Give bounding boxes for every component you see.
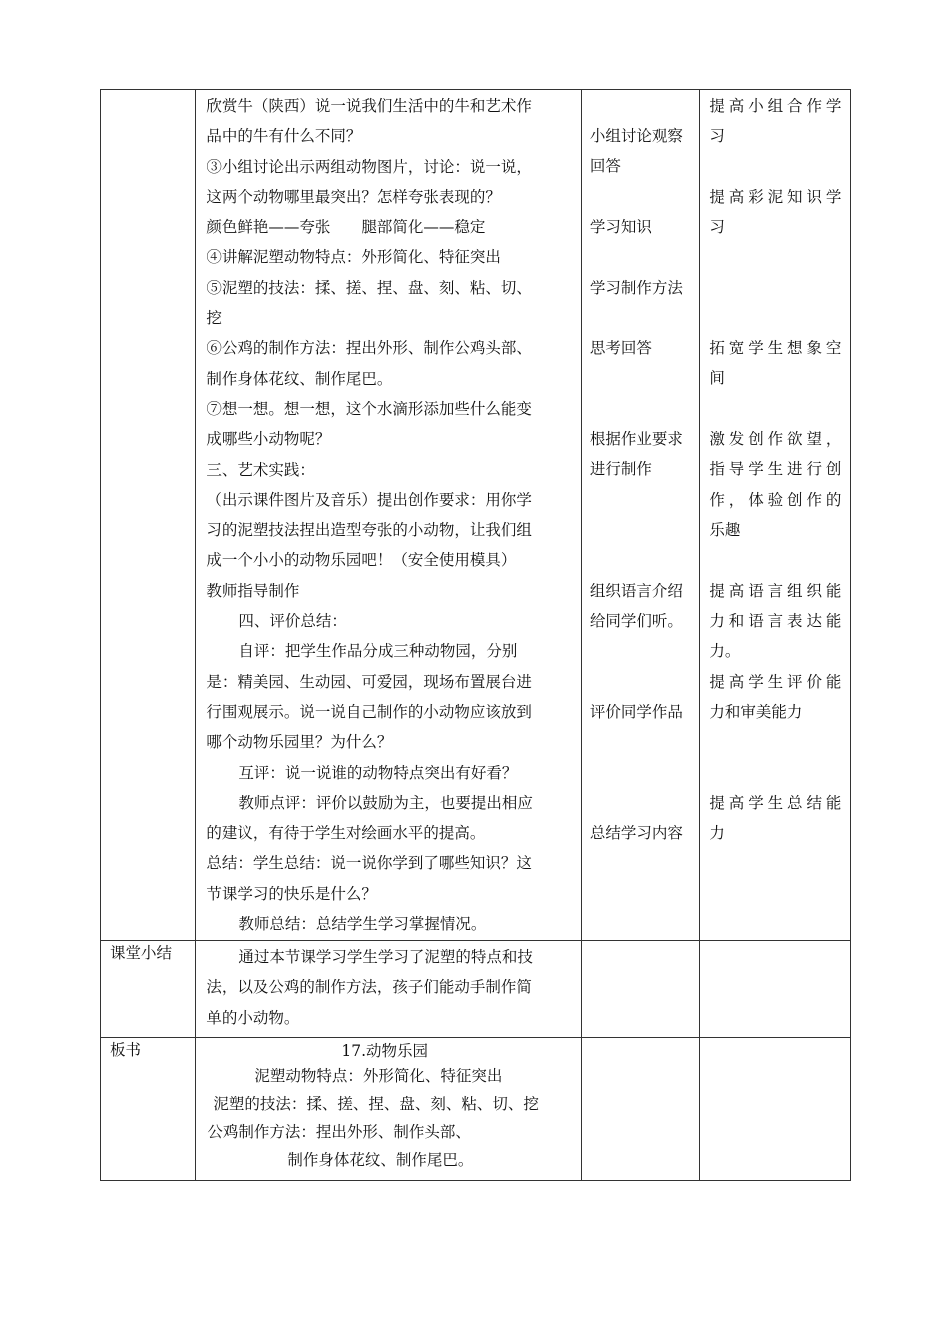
activity-line: 小组讨论观察 bbox=[589, 127, 683, 145]
intent-line: 指导学生进行创 bbox=[709, 460, 842, 478]
empty-cell bbox=[581, 1037, 699, 1180]
content-line: 的建议，有待于学生对绘画水平的提高。 bbox=[206, 824, 486, 843]
content-line: 习的泥塑技法捏出造型夸张的小动物，让我们组 bbox=[206, 521, 532, 540]
intent-line: 习 bbox=[709, 218, 725, 236]
intent-line: 拓宽学生想象空 bbox=[709, 339, 842, 357]
teaching-content-cell bbox=[196, 90, 582, 941]
activity-line: 总结学习内容 bbox=[589, 824, 683, 842]
summary-content-cell bbox=[196, 941, 582, 1038]
content-line: 欣赏牛（陕西）说一说我们生活中的牛和艺术作 bbox=[206, 97, 532, 115]
content-line: 成哪些小动物呢？ bbox=[206, 430, 331, 449]
content-line: ⑦想一想。想一想，这个水滴形添加些什么能变 bbox=[206, 399, 532, 418]
lesson-plan-table bbox=[100, 89, 851, 1181]
board-label-cell bbox=[101, 1037, 196, 1180]
content-line: 成一个小小的动物乐园吧！（安全使用模具） bbox=[206, 551, 517, 570]
empty-cell bbox=[700, 941, 851, 1038]
content-line: 行围观展示。说一说自己制作的小动物应该放到 bbox=[206, 702, 532, 721]
board-line: 泥塑的技法：揉、搓、捏、盘、刻、粘、切、挖 bbox=[213, 1094, 539, 1113]
empty-cell bbox=[700, 1037, 851, 1180]
activity-line: 根据作业要求 bbox=[589, 430, 683, 448]
teaching-process-row bbox=[101, 90, 851, 941]
content-line: 挖 bbox=[206, 309, 222, 328]
activity-line: 给同学们听。 bbox=[589, 612, 683, 630]
intent-line: 提高学生评价能 bbox=[709, 673, 842, 691]
board-title: 17.动物乐园 bbox=[341, 1041, 429, 1060]
intent-line: 乐趣 bbox=[709, 521, 741, 539]
board-label: 板书 bbox=[110, 1040, 142, 1059]
summary-line: 通过本节课学习学生学习了泥塑的特点和技 bbox=[238, 948, 533, 966]
intent-line: 力。 bbox=[709, 642, 741, 660]
content-line: 是：精美园、生动园、可爱园，现场布置展台进 bbox=[206, 672, 532, 691]
activity-line: 评价同学作品 bbox=[589, 703, 683, 721]
intent-line: 提高学生总结能 bbox=[709, 794, 842, 812]
board-line: 公鸡制作方法：捏出外形、制作头部、 bbox=[207, 1122, 471, 1141]
content-line: 教师总结：总结学生学习掌握情况。 bbox=[238, 915, 487, 934]
student-activity-cell bbox=[581, 90, 699, 941]
content-line: 四、评价总结： bbox=[238, 612, 347, 631]
intent-line: 力 bbox=[709, 824, 725, 842]
board-line: 泥塑动物特点：外形简化、特征突出 bbox=[254, 1066, 503, 1085]
content-line: 总结：学生总结：说一说你学到了哪些知识？这 bbox=[206, 854, 532, 873]
content-line: 教师指导制作 bbox=[206, 581, 300, 600]
content-line: ⑤泥塑的技法：揉、搓、捏、盘、刻、粘、切、 bbox=[206, 278, 532, 297]
class-summary-row bbox=[101, 941, 851, 1038]
content-line: ③小组讨论出示两组动物图片，讨论：说一说， bbox=[206, 157, 532, 176]
summary-line: 法，以及公鸡的制作方法，孩子们能动手制作简 bbox=[206, 978, 532, 997]
content-line: 这两个动物哪里最突出？怎样夸张表现的？ bbox=[206, 187, 501, 206]
content-line: ④讲解泥塑动物特点：外形简化、特征突出 bbox=[206, 248, 501, 267]
intent-line: 激发创作欲望， bbox=[709, 430, 842, 448]
activity-line: 回答 bbox=[589, 157, 621, 175]
intent-line: 间 bbox=[709, 369, 725, 387]
content-line: 节课学习的快乐是什么？ bbox=[206, 884, 377, 903]
empty-cell bbox=[581, 941, 699, 1038]
content-line: 品中的牛有什么不同？ bbox=[206, 127, 362, 146]
content-line: 颜色鲜艳——夸张 腿部简化——稳定 bbox=[206, 218, 486, 237]
content-line: 三、艺术实践： bbox=[206, 460, 315, 479]
activity-line: 学习知识 bbox=[589, 218, 652, 236]
intent-line: 力和审美能力 bbox=[709, 703, 803, 721]
board-line: 制作身体花纹、制作尾巴。 bbox=[287, 1150, 474, 1169]
intent-line: 提高彩泥知识学 bbox=[709, 188, 842, 206]
summary-label: 课堂小结 bbox=[110, 944, 173, 962]
activity-line: 思考回答 bbox=[589, 339, 652, 357]
design-intent-cell bbox=[700, 90, 851, 941]
blackboard-row bbox=[101, 1037, 851, 1180]
activity-line: 学习制作方法 bbox=[589, 279, 683, 297]
summary-line: 单的小动物。 bbox=[206, 1008, 300, 1027]
content-line: 哪个动物乐园里？为什么？ bbox=[206, 733, 393, 752]
intent-line: 力和语言表达能 bbox=[709, 612, 842, 630]
intent-line: 作，体验创作的 bbox=[709, 491, 842, 509]
content-line: 教师点评：评价以鼓励为主，也要提出相应 bbox=[238, 793, 533, 812]
empty-label-cell bbox=[101, 90, 196, 941]
intent-line: 提高小组合作学 bbox=[709, 97, 842, 115]
content-line: 制作身体花纹、制作尾巴。 bbox=[206, 369, 393, 388]
content-line: ⑥公鸡的制作方法：捏出外形、制作公鸡头部、 bbox=[206, 339, 532, 358]
content-line: 自评：把学生作品分成三种动物园，分别 bbox=[238, 642, 518, 661]
summary-label-cell bbox=[101, 941, 196, 1038]
board-content-cell bbox=[196, 1037, 582, 1180]
activity-line: 组织语言介绍 bbox=[589, 582, 683, 600]
content-line: 互评：说一说谁的动物特点突出有好看？ bbox=[238, 763, 518, 782]
intent-line: 习 bbox=[709, 127, 725, 145]
intent-line: 提高语言组织能 bbox=[709, 582, 842, 600]
activity-line: 进行制作 bbox=[589, 460, 652, 478]
content-line: （出示课件图片及音乐）提出创作要求：用你学 bbox=[206, 490, 532, 509]
